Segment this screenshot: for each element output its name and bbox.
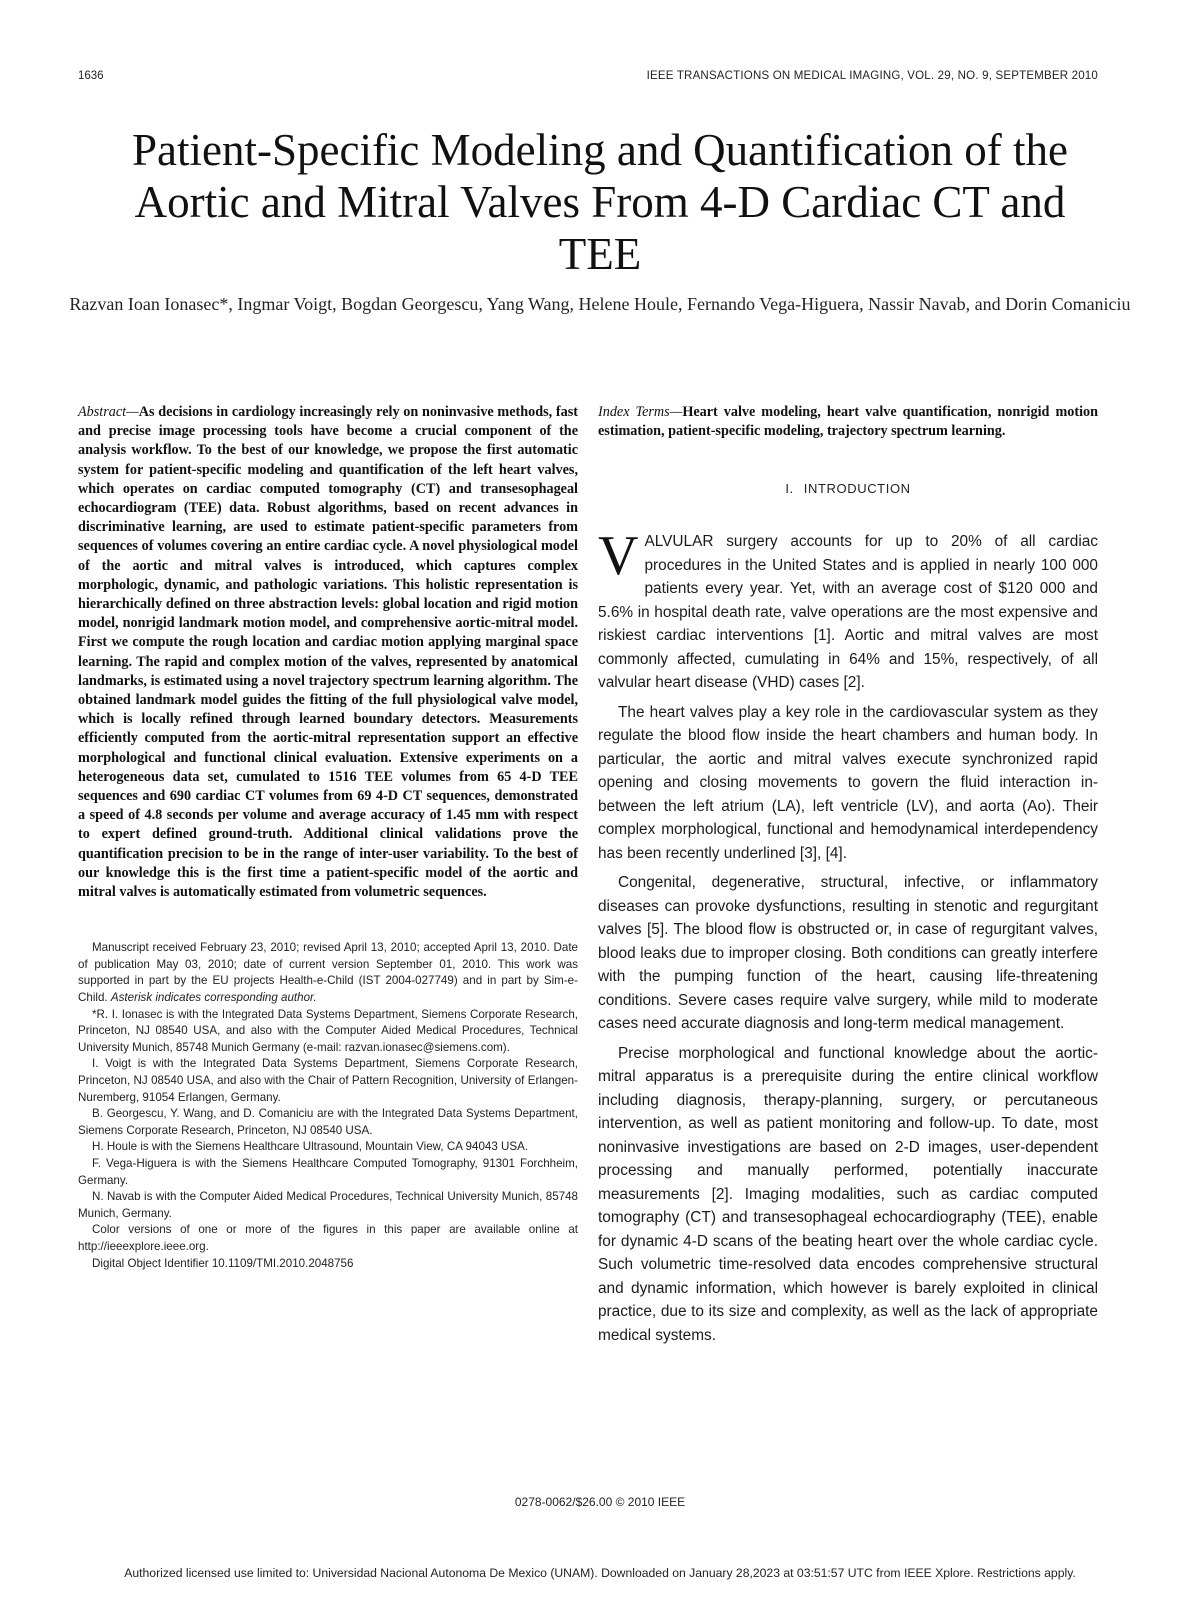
- drop-cap: V: [598, 525, 639, 588]
- footnote-navab: N. Navab is with the Computer Aided Medical Procedures, Technical University Munich, 85748 Munich, Germany.: [78, 1190, 578, 1220]
- footnote-doi: Digital Object Identifier 10.1109/TMI.2010.2048756: [92, 1256, 354, 1270]
- intro-paragraph-3: Congenital, degenerative, structural, infective, or inflammatory diseases can provoke dysfunctions, resulting in stenotic and regurgitant valves [5]. The blood flow is obstructed or, in case of regurgitant valves, blood leaks due to improper closing. Both conditions can greatly interfere with the pumping function of the heart, causing life-threatening conditions. Severe cases require valve surgery, while mild to moderate cases need accurate diagnosis and long-term medical management.: [598, 874, 1098, 1033]
- abstract-label: Abstract—: [78, 404, 139, 420]
- index-terms: [598, 403, 1098, 441]
- footnotes: [78, 940, 578, 1272]
- footnote-color: Color versions of one or more of the figures in this paper are available online at http://ieeexplore.ieee.org.: [78, 1223, 578, 1253]
- section-title: INTRODUCTION: [803, 481, 911, 497]
- introduction-body: [598, 525, 1098, 1347]
- right-column: [598, 403, 1098, 1353]
- footnote-vega: F. Vega-Higuera is with the Siemens Healthcare Computed Tomography, 91301 Forchheim, Germany.: [78, 1157, 578, 1187]
- abstract-text: As decisions in cardiology increasingly rely on noninvasive methods, fast and precise image processing tools have become a crucial component of the analysis workflow. To the best of our knowledge, we propose the first automatic system for patient-specific modeling and quantification of the left heart valves, which operates on cardiac computed tomography (CT) and transesophageal echocardiogram (TEE) data. Robust algorithms, based on recent advances in discriminative learning, are used to estimate patient-specific parameters from sequences of volumes covering an entire cardiac cycle. A novel physiological model of the aortic and mitral valves is introduced, which captures complex morphologic, dynamic, and pathologic variations. This holistic representation is hierarchically defined on three abstraction levels: global location and rigid motion model, nonrigid landmark motion model, and comprehensive aortic-mitral model. First we compute the rough location and cardiac motion applying marginal space learning. The rapid and complex motion of the valves, represented by anatomical landmarks, is estimated using a novel trajectory spectrum learning algorithm. The obtained landmark model guides the fitting of the full physiological valve model, which is locally refined through learned boundary detectors. Measurements efficiently computed from the aortic-mitral representation support an effective morphological and functional clinical evaluation. Extensive experiments on a heterogeneous data set, cumulated to 1516 TEE volumes from 65 4-D TEE sequences and 690 cardiac CT volumes from 69 4-D CT sequences, demonstrated a speed of 4.8 seconds per volume and average accuracy of 1.45 mm with respect to expert defined ground-truth. Additional clinical validations prove the quantification precision to be in the range of inter-user variability. To the best of our knowledge this is the first time a patient-specific model of the aortic and mitral valves is automatically estimated from volumetric sequences.: [78, 404, 578, 901]
- journal-info: IEEE TRANSACTIONS ON MEDICAL IMAGING, VOL. 29, NO. 9, SEPTEMBER 2010: [646, 70, 1098, 82]
- page-number: 1636: [78, 70, 104, 82]
- section-number: I.: [785, 481, 794, 497]
- section-heading: [598, 481, 1098, 496]
- license-banner: Authorized licensed use limited to: Universidad Nacional Autonoma De Mexico (UNAM). Downloaded on January 28,2023 at 03:51:57 UTC from IEEE Xplore. Restrictions apply.: [124, 1566, 1076, 1580]
- running-header: [78, 70, 1098, 88]
- intro-paragraph-1-text: ALVULAR surgery accounts for up to 20% of all cardiac procedures in the United States and is applied in nearly 100 000 patients every year. Yet, with an average cost of $120 000 and 5.6% in hospital death rate, valve operations are the most expensive and riskiest cardiac interventions [1]. Aortic and mitral valves are most commonly affected, cumulating in 64% and 15%, respectively, of all valvular heart disease (VHD) cases [2].: [598, 533, 1098, 692]
- index-terms-label: Index Terms—: [598, 404, 683, 420]
- abstract: [78, 403, 578, 902]
- intro-paragraph-2: The heart valves play a key role in the cardiovascular system as they regulate the blood flow inside the heart chambers and human body. In particular, the aortic and mitral valves execute synchronized rapid opening and closing movements to govern the fluid interaction in-between the left atrium (LA), left ventricle (LV), and aorta (Ao). Their complex morphological, functional and hemodynamical interdependency has been recently underlined [3], [4].: [598, 703, 1098, 862]
- footnote-houle: H. Houle is with the Siemens Healthcare Ultrasound, Mountain View, CA 94043 USA.: [92, 1140, 529, 1154]
- footnote-manuscript: [78, 940, 578, 1006]
- left-column: [78, 403, 578, 1272]
- footnote-asterisk: Asterisk indicates corresponding author.: [110, 991, 317, 1005]
- paper-title: Patient-Specific Modeling and Quantification of the Aortic and Mitral Valves From 4-D Cardiac CT and TEE: [132, 125, 1068, 279]
- footnote-manuscript-text: Manuscript received February 23, 2010; revised April 13, 2010; accepted April 13, 2010. Date of publication May 03, 2010; date of current version September 01, 2010. This work was supported in part by the EU projects Health-e-Child (IST 2004-027749) and in part by Sim-e-Child.: [78, 941, 578, 1005]
- author-list: Razvan Ioan Ionasec*, Ingmar Voigt, Bogdan Georgescu, Yang Wang, Helene Houle, Fernando Vega-Higuera, Nassir Navab, and Dorin Comaniciu: [69, 294, 1131, 314]
- footnote-ionasec: *R. I. Ionasec is with the Integrated Data Systems Department, Siemens Corporate Research, Princeton, NJ 08540 USA, and also with the Computer Aided Medical Procedures, Technical University Munich, 85748 Munich Germany (e-mail: razvan.ionasec@siemens.com).: [78, 1007, 578, 1054]
- footnote-voigt: I. Voigt is with the Integrated Data Systems Department, Siemens Corporate Research, Princeton, NJ 08540 USA, and also with the Chair of Pattern Recognition, University of Erlangen-Nuremberg, 91054 Erlangen, Germany.: [78, 1057, 578, 1104]
- footnote-georgescu: B. Georgescu, Y. Wang, and D. Comaniciu are with the Integrated Data Systems Department, Siemens Corporate Research, Princeton, NJ 08540 USA.: [78, 1107, 578, 1137]
- intro-paragraph-4: Precise morphological and functional knowledge about the aortic-mitral apparatus is a prerequisite during the entire clinical workflow including diagnosis, therapy-planning, surgery, or percutaneous intervention, as well as patient monitoring and follow-up. To date, most noninvasive investigations are based on 2-D images, user-dependent processing and manually performed, potentially inaccurate measurements [2]. Imaging modalities, such as cardiac computed tomography (CT) and transesophageal echocardiography (TEE), enable for dynamic 4-D scans of the beating heart over the whole cardiac cycle. Such volumetric time-resolved data encodes comprehensive structural and dynamic information, which however is barely exploited in clinical practice, due to its size and complexity, as well as the lack of appropriate medical systems.: [598, 1044, 1098, 1344]
- intro-paragraph-1: [598, 525, 1098, 695]
- copyright-notice: 0278-0062/$26.00 © 2010 IEEE: [514, 1495, 686, 1509]
- index-terms-text: Heart valve modeling, heart valve quantification, nonrigid motion estimation, patient-specific modeling, trajectory spectrum learning.: [598, 404, 1099, 440]
